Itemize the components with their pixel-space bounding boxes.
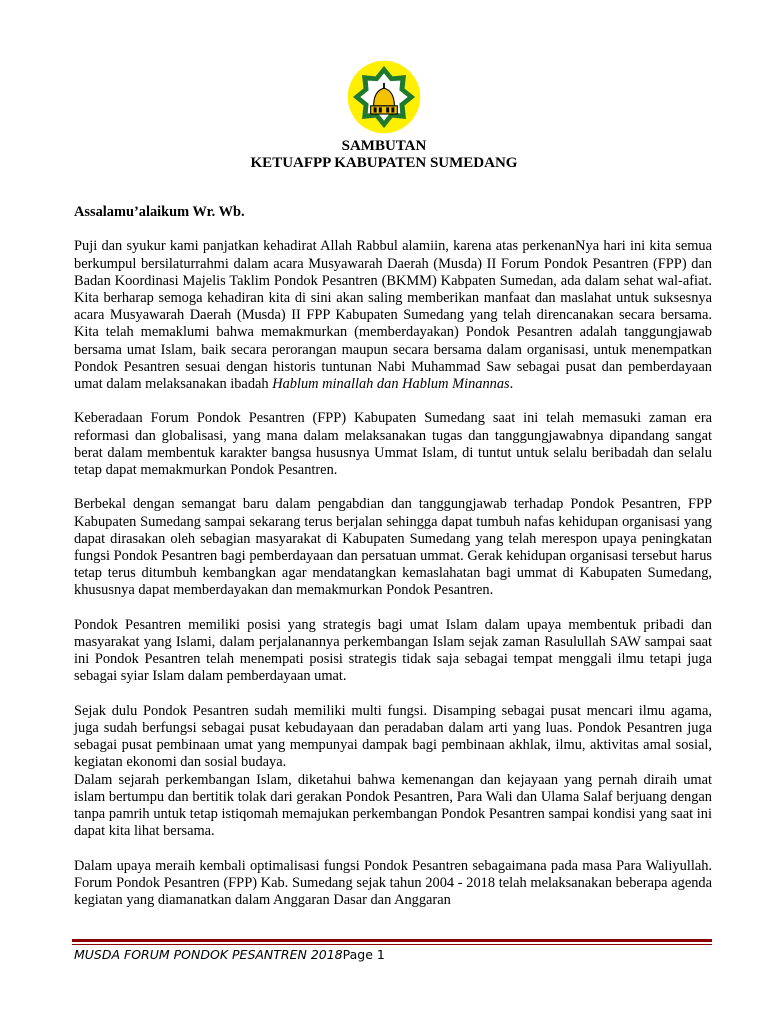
greeting: Assalamu’alaikum Wr. Wb. [74,204,245,220]
paragraph-7: Dalam upaya meraih kembali optimalisasi fungsi Pondok Pesantren sebagaimana pada masa Para Waliyullah. Forum Pondok Pesantren (FPP) Kab. Sumedang sejak tahun 2004 - 2018 telah melaksanakan beberapa agenda kegiatan yang diamanatkan dalam Anggaran Dasar dan Anggaran [74,857,712,909]
footer-rule-thin [72,944,712,945]
footer-rule-thick [72,939,712,942]
document-title: SAMBUTAN [341,138,427,154]
footer-event-title: MUSDA FORUM PONDOK PESANTREN 2018 [74,947,343,962]
document-body [74,204,712,909]
paragraph-1 [74,238,712,393]
paragraph-5: Sejak dulu Pondok Pesantren sudah memiliki multi fungsi. Disamping sebagai pusat mencari ilmu agama, juga sudah berfungsi sebagai pusat kebudayaan dan peradaban dalam arti yang luas. Pondok Pesantren juga sebagai pusat pembinaan umat yang mempunyai dampak bagi pembinaan akhlak, ilmu, aktivitas amal sosial, kegiatan ekonomi dan sosial budaya. [74,702,712,771]
paragraph-3: Berbekal dengan semangat baru dalam pengabdian dan tanggungjawab terhadap Pondok Pesantren, FPP Kabupaten Sumedang sampai sekarang terus berjalan sehingga dapat tumbuh nafas kehidupan organisasi yang dapat dirasakan oleh sebagian masyarakat di Kabupaten Sumedang yang telah merespon upaya peningkatan fungsi Pondok Pesantren bagi pemberdayaan dan persatuan ummat. Gerak kehidupan organisasi tersebut harus tetap terus ditumbuh kembangkan agar mendatangkan kemaslahatan bagi ummat di Kabupaten Sumedang, khususnya dapat memberdayakan dan memakmurkan Pondok Pesantren. [74,496,712,599]
paragraph-4: Pondok Pesantren memiliki posisi yang strategis bagi umat Islam dalam upaya membentuk pribadi dan masyarakat yang Islami, dalam perjalanannya perkembangan Islam sejak zaman Rasulullah SAW sampai saat ini Pondok Pesantren telah menempati posisi strategis tidak saja sebagai tempat menggali ilmu tetapi juga sebagai syiar Islam dalam pemberdayaan umat. [74,616,712,685]
page-footer [74,946,385,964]
paragraph-1-text: Puji dan syukur kami panjatkan kehadirat Allah Rabbul alamiin, karena atas perkenanNya hari ini kita semua berkumpul bersilaturrahmi dalam acara Musyawarah Daerah (Musda) II Forum Pondok Pesantren (FPP) dan Badan Koordinasi Majelis Taklim Pondok Pesantren (BKMM) Kabpaten Sumedan, ada dalam sehat wal-afiat. Kita berharap semoga kehadiran kita di sini akan saling memberikan manfaat dan maslahat untuk suksesnya acara Musyawarah Daerah (Musda) II FPP Kabupaten Sumedang yang telah direncanakan secara bersama. Kita telah memaklumi bahwa memakmurkan (memberdayakan) Pondok Pesantren adalah tanggungjawab bersama umat Islam, baik secara perorangan maupun secara bersama dalam organisasi, untuk menempatkan Pondok Pesantren sesuai dengan historis tuntunan Nabi Muhammad Saw sebagai pusat dan pemberdayaan umat dalam melaksanakan ibadah [74,238,712,393]
paragraph-2: Keberadaan Forum Pondok Pesantren (FPP) Kabupaten Sumedang saat ini telah memasuki zaman era reformasi dan globalisasi, yang mana dalam melaksanakan tugas dan tanggungjawabnya dipandang sangat berat dalam membentuk karakter bangsa hususnya Ummat Islam, di tuntut untuk selalu beribadah dan selalu tetap dapat memakmurkan Pondok Pesantren. [74,410,712,479]
paragraph-6: Dalam sejarah perkembangan Islam, diketahui bahwa kemenangan dan kejayaan yang pernah diraih umat islam bertumpu dan bertitik tolak dari gerakan Pondok Pesantren, Para Wali dan Ulama Salaf berjuang dengan tanpa pamrih untuk tetap istiqomah memajukan perkembangan Pondok Pesantren sampai kondisi yang saat ini dapat kita lihat bersama. [74,771,712,840]
paragraph-1-end: . [509,376,514,393]
paragraph-1-italic: Hablum minallah dan Hablum Minannas [272,376,510,393]
islamic-boarding-school-emblem-icon [347,60,421,134]
document-subtitle: KETUAFPP KABUPATEN SUMEDANG [250,155,518,171]
page-number: Page 1 [342,947,385,962]
